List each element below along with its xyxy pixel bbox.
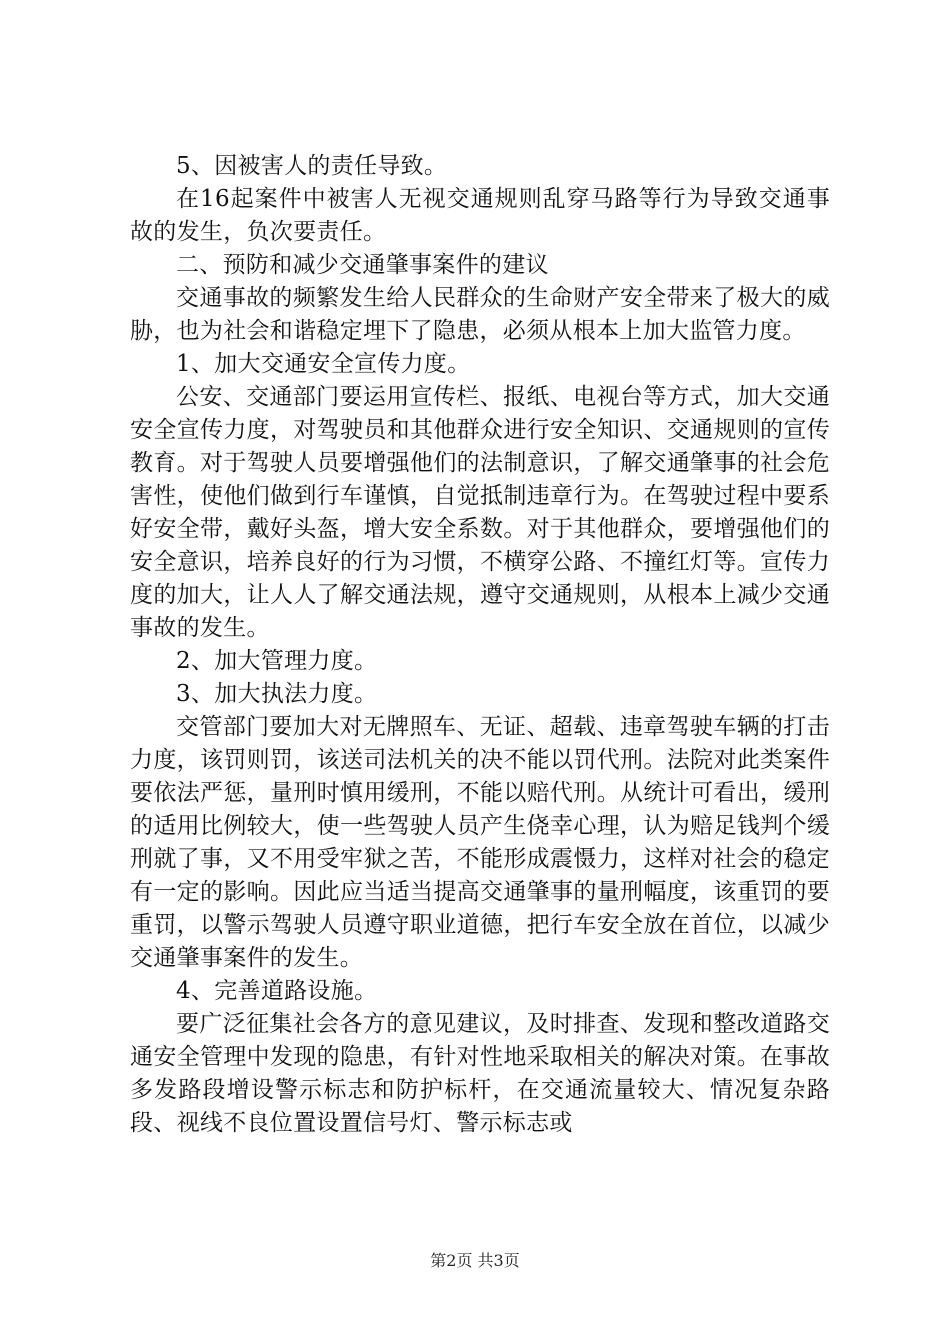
paragraph-heading-5: 5、因被害人的责任导致。 — [176, 153, 448, 179]
paragraph-heading-3: 3、加大执法力度。 — [176, 681, 378, 707]
paragraph-heading-2: 2、加大管理力度。 — [176, 648, 378, 674]
paragraph-heading-4: 4、完善道路设施。 — [176, 978, 378, 1004]
paragraph: 要广泛征集社会各方的意见建议，及时排查、发现和整改道路交通安全管理中发现的隐患，有针对性地采取相关的解决对策。在事故多发路段增设警示标志和防护标杆，在交通流量较大、情况复杂路段、视线不良位置设置信号灯、警示标志或 — [130, 1011, 830, 1136]
paragraph: 在16起案件中被害人无视交通规则乱穿马路等行为导致交通事故的发生，负次要责任。 — [130, 186, 830, 245]
paragraph: 公安、交通部门要运用宣传栏、报纸、电视台等方式，加大交通安全宣传力度，对驾驶员和其他群众进行安全知识、交通规则的宣传教育。对于驾驶人员要增强他们的法制意识，了解交通肇事的社会危害性，使他们做到行车谨慎，自觉抵制违章行为。在驾驶过程中要系好安全带，戴好头盔，增大安全系数。对于其他群众，要增强他们的安全意识，培养良好的行为习惯，不横穿公路、不撞红灯等。宣传力度的加大，让人人了解交通法规，遵守交通规则，从根本上减少交通事故的发生。 — [130, 384, 830, 641]
paragraph-heading-1: 1、加大交通安全宣传力度。 — [176, 351, 471, 377]
page-number-label: 第2页 共3页 — [430, 1251, 520, 1270]
document-body — [130, 150, 830, 1140]
section-heading: 二、预防和减少交通肇事案件的建议 — [176, 252, 549, 278]
paragraph: 交通事故的频繁发生给人民群众的生命财产安全带来了极大的威胁，也为社会和谐稳定埋下了隐患，必须从根本上加大监管力度。 — [130, 285, 830, 344]
page-footer — [0, 1248, 950, 1271]
paragraph: 交管部门要加大对无牌照车、无证、超载、违章驾驶车辆的打击力度，该罚则罚，该送司法机关的决不能以罚代刑。法院对此类案件要依法严惩，量刑时慎用缓刑，不能以赔代刑。从统计可看出，缓刑的适用比例较大，使一些驾驶人员产生侥幸心理，认为赔足钱判个缓刑就了事，又不用受牢狱之苦，不能形成震慑力，这样对社会的稳定有一定的影响。因此应当适当提高交通肇事的量刑幅度，该重罚的要重罚，以警示驾驶人员遵守职业道德，把行车安全放在首位，以减少交通肇事案件的发生。 — [130, 714, 830, 971]
